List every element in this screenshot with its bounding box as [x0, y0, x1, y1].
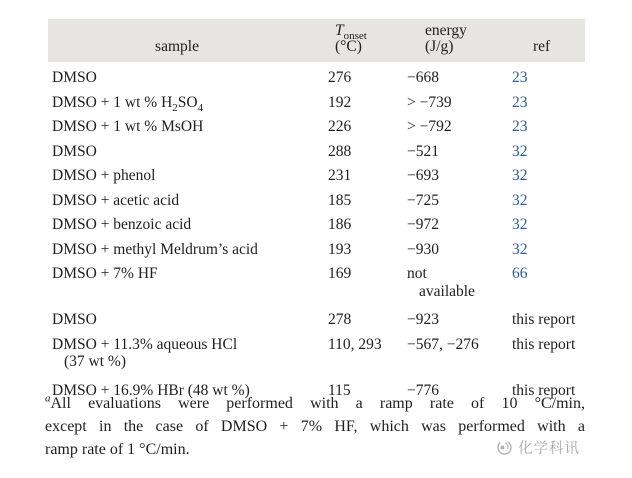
- header-row: [48, 19, 585, 62]
- table-body: [48, 62, 585, 399]
- cell-energy: −521: [407, 142, 439, 160]
- cell-sample: DMSO + phenol: [52, 167, 156, 184]
- ref-link[interactable]: 32: [512, 142, 528, 160]
- footnote-line-3: ramp rate of 1 °C/min.: [45, 440, 190, 458]
- table-header: [48, 19, 585, 62]
- cell-sample: DMSO + 1 wt % $H_2SO_4$: [52, 93, 204, 114]
- col-header-ref-label: ref: [533, 38, 551, 55]
- cell-energy: −923: [407, 311, 439, 328]
- ref-link[interactable]: 32: [512, 191, 528, 209]
- cell-energy: −776: [407, 381, 439, 399]
- cell-energy: −725: [407, 191, 439, 209]
- footnote-line-2: except in the case of DMSO + 7% HF, which was performed with a: [45, 417, 585, 435]
- cell-tonset: 115: [328, 381, 351, 399]
- cell-ref: this report: [512, 335, 576, 353]
- cell-tonset: 276: [328, 69, 352, 86]
- ref-link[interactable]: 32: [512, 216, 528, 233]
- ref-link[interactable]: 32: [512, 240, 528, 258]
- cell-energy: −930: [407, 240, 439, 258]
- cell-sample: DMSO + acetic acid: [52, 191, 180, 209]
- table-row: [48, 234, 585, 259]
- footnote-line-1: $^a$All evaluations were performed with a ramp rate of 10 °C/min,: [45, 392, 585, 412]
- table-row: [48, 62, 585, 87]
- table-row: [48, 160, 585, 185]
- col-header-energy-line2: (J/g): [425, 38, 454, 55]
- cell-sample: DMSO + 16.9% HBr (48 wt %): [52, 381, 250, 399]
- cell-tonset: 110, 293: [328, 335, 382, 353]
- table-row: [48, 209, 585, 234]
- cell-energy: −693: [407, 167, 439, 184]
- cell-sample: DMSO + methyl Meldrum’s acid: [52, 240, 258, 258]
- cell-sample: DMSO: [52, 142, 97, 160]
- cell-energy: −567, −276: [407, 335, 479, 353]
- cell-tonset: 193: [328, 240, 352, 258]
- ref-link[interactable]: 23: [512, 93, 528, 111]
- col-header-ref: [509, 19, 585, 62]
- cell-sample: DMSO + 1 wt % MsOH: [52, 118, 204, 135]
- cell-tonset: 288: [328, 142, 352, 160]
- col-header-energy-line1: energy: [425, 22, 467, 39]
- cell-tonset: 169: [328, 265, 352, 282]
- cell-energy: > −792: [407, 118, 452, 135]
- table-row: [48, 258, 585, 304]
- cell-energy: −972: [407, 216, 439, 233]
- table-row: [48, 87, 585, 112]
- cell-energy: not available: [407, 265, 475, 300]
- watermark-swirl-logo-icon: [496, 439, 513, 456]
- cell-sample: DMSO: [52, 311, 97, 328]
- ref-link[interactable]: 23: [512, 118, 528, 135]
- cell-sample: DMSO: [52, 69, 97, 86]
- table-row: [48, 185, 585, 210]
- col-header-sample-label: sample: [155, 38, 199, 55]
- table-row: [48, 304, 585, 329]
- table-row: [48, 329, 585, 375]
- cell-sample: DMSO + 11.3% aqueous HCl (37 wt %): [52, 335, 238, 370]
- cell-tonset: 185: [328, 191, 352, 209]
- watermark-text: 化学科讯: [518, 441, 580, 457]
- thermal-evaluation-table: [48, 19, 585, 399]
- ref-link[interactable]: 66: [512, 265, 528, 282]
- cell-tonset: 278: [328, 311, 352, 328]
- cell-energy: > −739: [407, 93, 452, 111]
- cell-sample: DMSO + benzoic acid: [52, 216, 192, 233]
- col-header-tonset-line2: (°C): [335, 38, 362, 55]
- ref-link[interactable]: 23: [512, 69, 528, 86]
- cell-tonset: 186: [328, 216, 352, 233]
- col-header-tonset: [326, 19, 404, 62]
- col-header-sample: [48, 19, 326, 62]
- cell-tonset: 226: [328, 118, 352, 135]
- table-row: [48, 111, 585, 136]
- col-header-tonset-line1: $T_{onset}$: [335, 22, 367, 43]
- cell-tonset: 192: [328, 93, 352, 111]
- cell-ref: this report: [512, 311, 576, 328]
- cell-ref: this report: [512, 381, 576, 399]
- cell-energy: −668: [407, 69, 439, 86]
- cell-sample: DMSO + 7% HF: [52, 265, 158, 282]
- col-header-energy: [404, 19, 509, 62]
- cell-tonset: 231: [328, 167, 352, 184]
- ref-link[interactable]: 32: [512, 167, 528, 184]
- watermark: [496, 437, 580, 458]
- table-row: [48, 136, 585, 161]
